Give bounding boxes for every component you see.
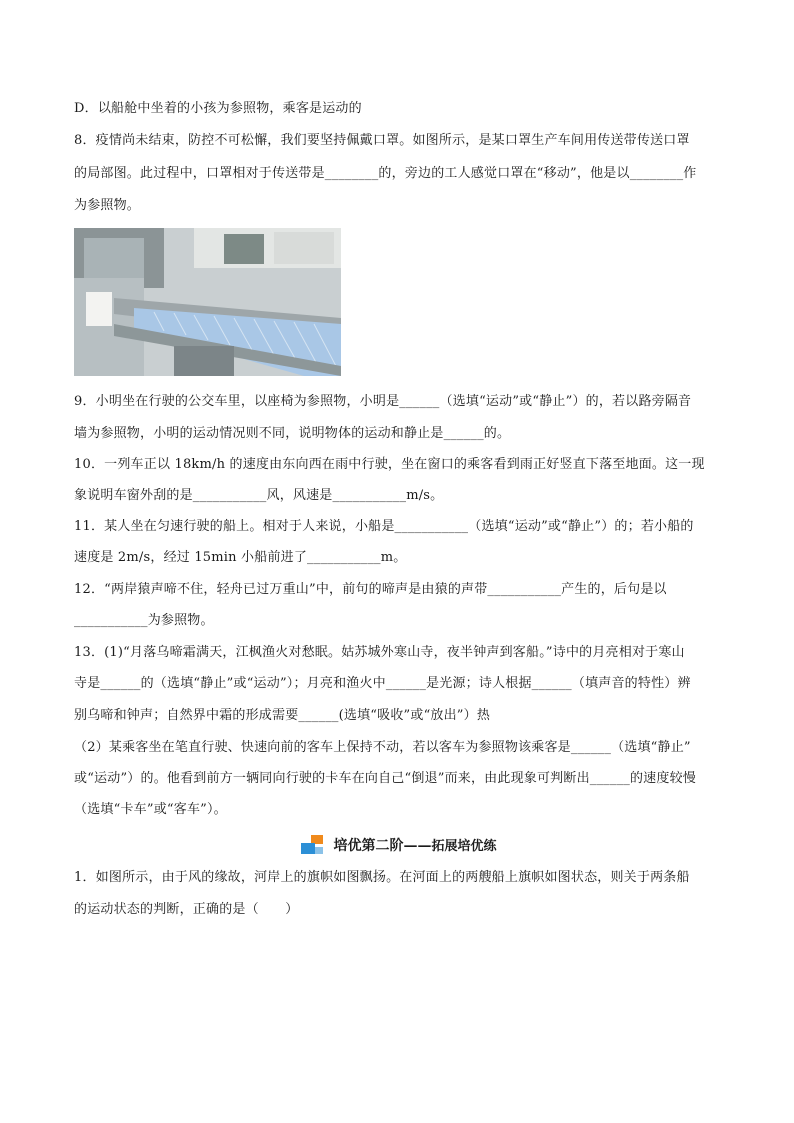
section-dash: ——: [403, 838, 432, 854]
question-12-line-2: ___________为参照物。: [74, 613, 214, 628]
question-13-part2-line-2: 或“运动”）的。他看到前方一辆同向行驶的卡车在向自己“倒退”而来，由此现象可判断出______的速度较慢: [74, 771, 696, 786]
question-13-part2-line-1: （2）某乘客坐在笔直行驶、快速向前的客车上保持不动，若以客车为参照物该乘客是______（选填“静止”: [74, 740, 691, 755]
question-10-line-2: 象说明车窗外刮的是___________风，风速是___________m/s。: [74, 488, 444, 503]
question-10-line-1: 10．一列车正以 18km/h 的速度由东向西在雨中行驶，坐在窗口的乘客看到雨正好竖直下落至地面。这一现: [74, 457, 705, 472]
question-9-line-1: 9．小明坐在行驶的公交车里，以座椅为参照物，小明是______（选填“运动”或“静止”）的，若以路旁隔音: [74, 394, 692, 409]
option-d-text: D．以船舱中坐着的小孩为参照物，乘客是运动的: [74, 101, 362, 116]
question-8-line-3: 为参照物。: [74, 198, 141, 213]
question-12-line-1: 12．“两岸猿声啼不住，轻舟已过万重山”中，前句的啼声是由猿的声带___________产生的，后句是以: [74, 582, 667, 597]
question-8-line-2: 的局部图。此过程中，口罩相对于传送带是________的，旁边的工人感觉口罩在“移动”，他是以________作: [74, 166, 697, 181]
section-heading: [74, 834, 724, 858]
section-decoration-icon: [301, 835, 327, 857]
conveyor-belt-photo: [74, 228, 341, 376]
section-title: 培优第二阶: [333, 838, 404, 854]
question-13-line-2: 寺是______的（选填“静止”或“运动”）；月亮和渔火中______是光源；诗人根据______（填声音的特性）辨: [74, 676, 691, 691]
conveyor-belt-masks-icon: [74, 228, 341, 376]
question-11-line-1: 11．某人坐在匀速行驶的船上。相对于人来说，小船是___________（选填“运动”或“静止”）的；若小船的: [74, 519, 694, 534]
question-13-line-1: 13．(1)“月落乌啼霜满天，江枫渔火对愁眠。姑苏城外寒山寺，夜半钟声到客船。”诗中的月亮相对于寒山: [74, 645, 685, 660]
question-13-line-3: 别乌啼和钟声；自然界中霜的形成需要______(选填“吸收”或“放出”）热: [74, 708, 491, 723]
question-13-part2-line-3: （选填“卡车”或“客车”）。: [74, 802, 227, 817]
stage2-question-1-line-2: 的运动状态的判断，正确的是（ ）: [74, 902, 299, 917]
question-9-line-2: 墙为参照物，小明的运动情况则不同，说明物体的运动和静止是______的。: [74, 426, 511, 441]
stage2-question-1-line-1: 1．如图所示，由于风的缘故，河岸上的旗帜如图飘扬。在河面上的两艘船上旗帜如图状态，则关于两条船: [74, 870, 690, 885]
question-11-line-2: 速度是 2m/s，经过 15min 小船前进了___________m。: [74, 550, 407, 565]
section-subtitle: 拓展培优练: [431, 839, 497, 854]
question-8-line-1: 8．疫情尚未结束，防控不可松懈，我们要坚持佩戴口罩。如图所示，是某口罩生产车间用传送带传送口罩: [74, 133, 690, 148]
